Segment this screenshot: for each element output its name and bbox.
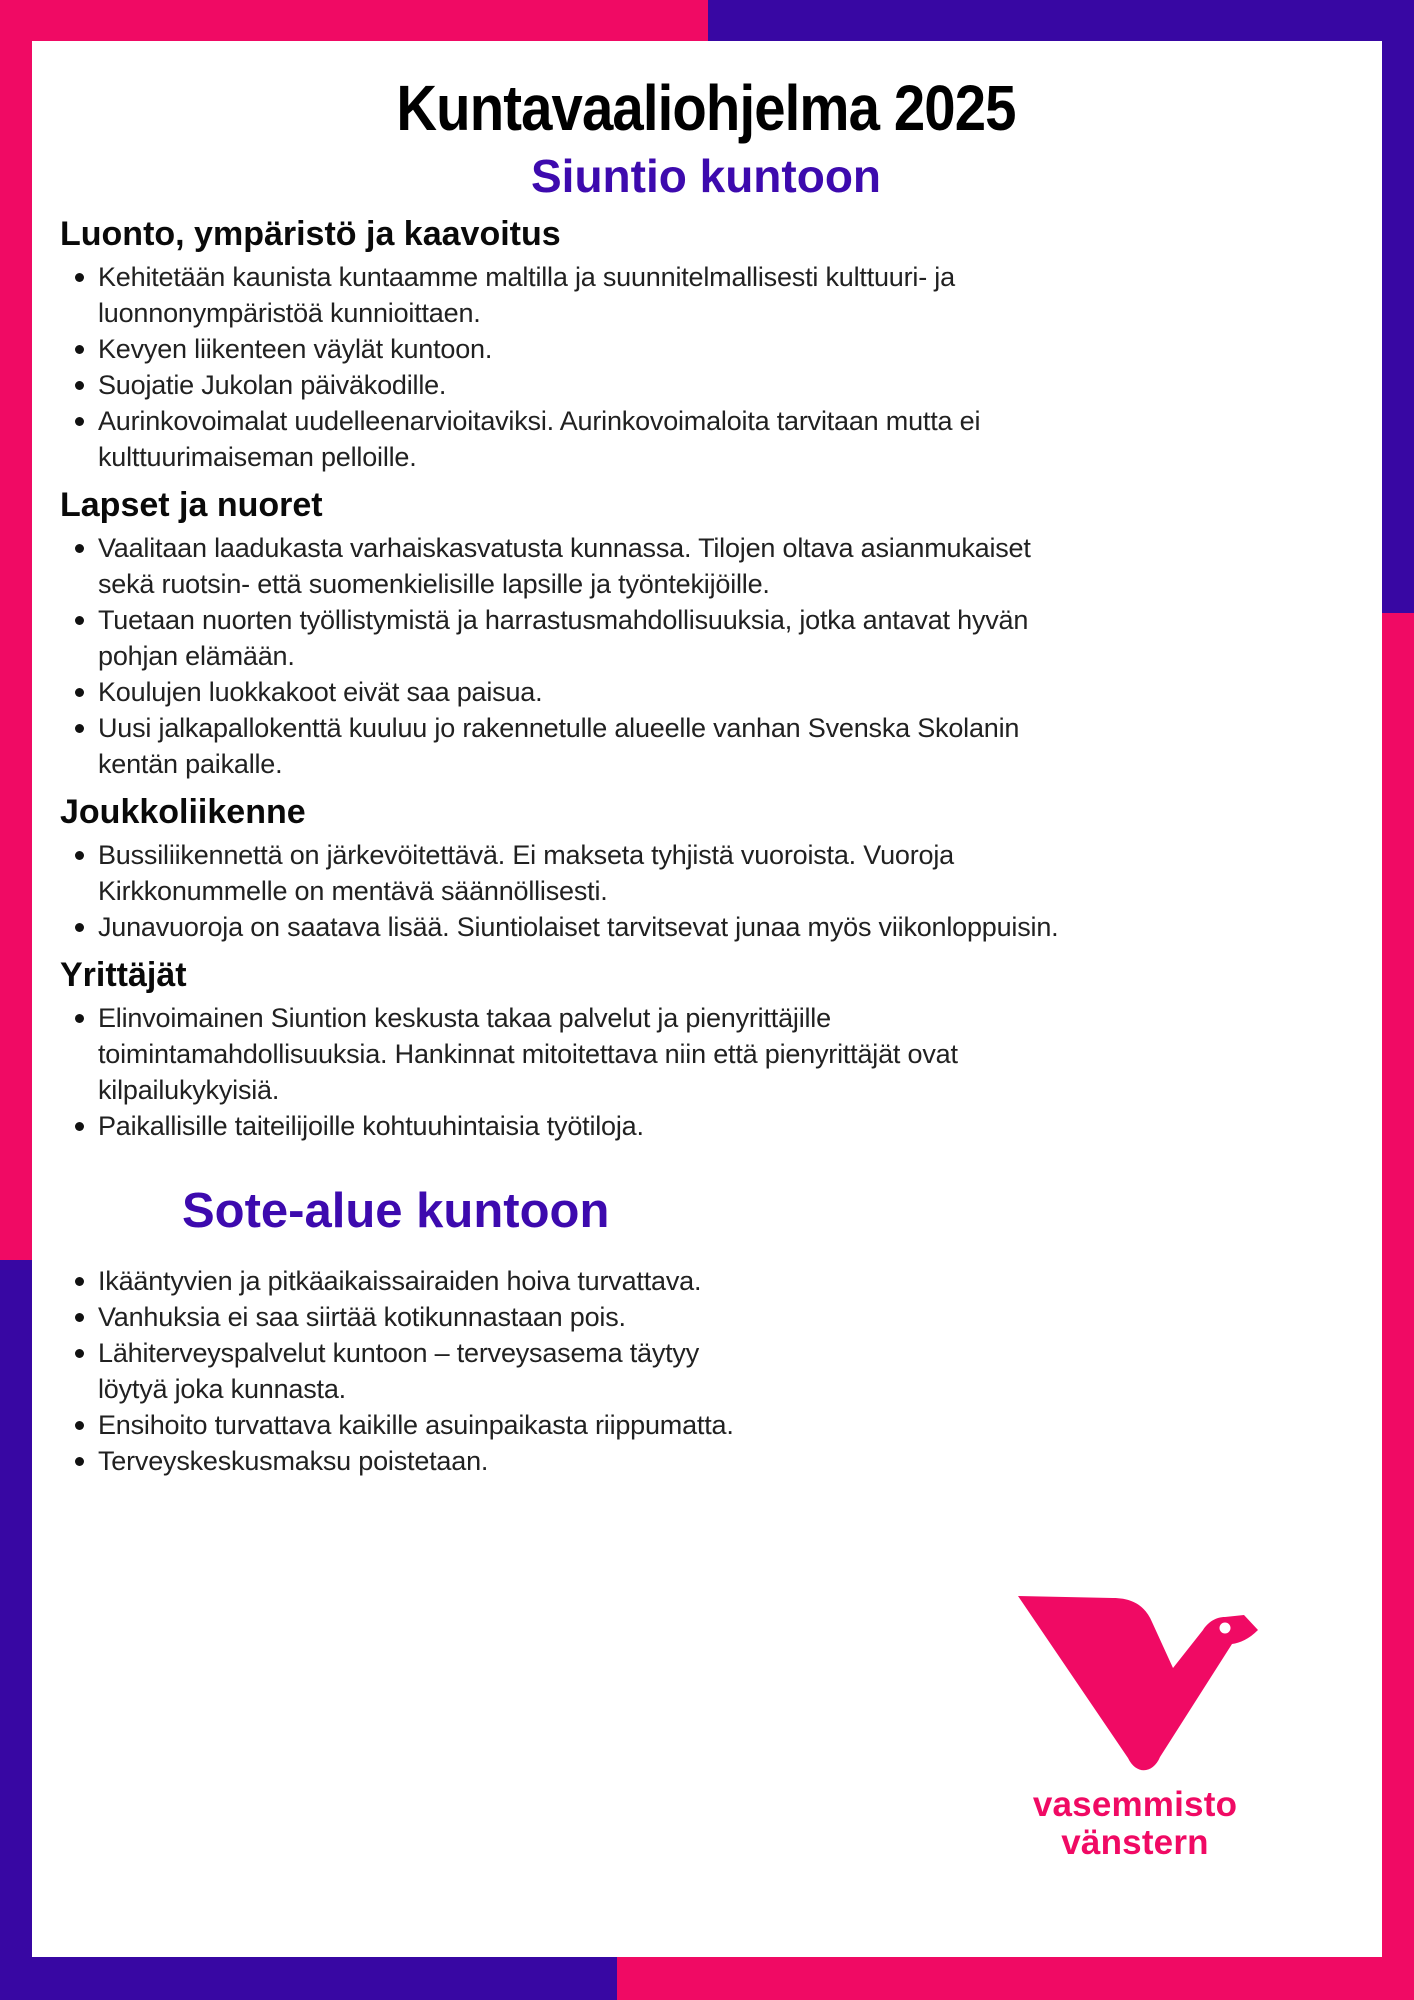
list-item: Suojatie Jukolan päiväkodille. — [60, 367, 1068, 403]
party-name-finnish: vasemmisto — [1032, 1785, 1238, 1824]
party-logo-text — [1005, 1786, 1265, 1862]
bullet-list — [60, 530, 1068, 782]
bullet-list — [60, 1263, 770, 1479]
bullet-list — [60, 259, 1068, 475]
sote-section-title: Sote-alue kuntoon — [182, 1183, 610, 1238]
list-item: Ensihoito turvattava kaikille asuinpaikasta riippumatta. — [60, 1407, 770, 1443]
section-joukkoliikenne — [60, 792, 1352, 945]
page-subtitle: Siuntio kuntoon — [530, 150, 882, 203]
frame-border-right — [1382, 0, 1414, 2000]
list-item: Lähiterveyspalvelut kuntoon – terveysasema täytyy löytyä joka kunnasta. — [60, 1335, 770, 1407]
bullet-list — [60, 837, 1068, 945]
list-item: Aurinkovoimalat uudelleenarvioitaviksi. Aurinkovoimaloita tarvitaan mutta ei kulttuurimaiseman pelloille. — [60, 403, 1068, 475]
left-alliance-bird-icon — [1005, 1592, 1265, 1782]
list-item: Vaalitaan laadukasta varhaiskasvatusta kunnassa. Tilojen oltava asianmukaiset sekä ruotsin- että suomenkielisille lapsille ja työntekijöille. — [60, 530, 1068, 602]
section-heading: Joukkoliikenne — [60, 793, 306, 832]
frame-border-left — [0, 0, 32, 2000]
list-item: Vanhuksia ei saa siirtää kotikunnastaan pois. — [60, 1299, 770, 1335]
frame-border-top — [0, 0, 1414, 41]
section-heading: Yrittäjät — [60, 955, 187, 994]
section-heading: Luonto, ympäristö ja kaavoitus — [60, 215, 561, 254]
list-item: Terveyskeskusmaksu poistetaan. — [60, 1443, 770, 1479]
section-heading: Lapset ja nuoret — [60, 486, 323, 525]
list-item: Paikallisille taiteilijoille kohtuuhintaisia työtiloja. — [60, 1108, 1068, 1144]
section-luonto — [60, 214, 1352, 475]
list-item: Junavuoroja on saatava lisää. Siuntiolaiset tarvitsevat junaa myös viikonloppuisin. — [60, 909, 1068, 945]
page-title: Kuntavaaliohjelma 2025 — [396, 72, 1016, 144]
party-logo — [1005, 1592, 1265, 1862]
section-sote — [60, 1183, 1352, 1479]
section-yrittajat — [60, 955, 1352, 1144]
list-item: Kehitetään kaunista kuntaamme maltilla ja suunnitelmallisesti kulttuuri- ja luonnonympäristöä kunnioittaen. — [60, 259, 1068, 331]
list-item: Ikääntyvien ja pitkäaikaissairaiden hoiva turvattava. — [60, 1263, 770, 1299]
party-name-swedish: vänstern — [1061, 1823, 1209, 1862]
list-item: Tuetaan nuorten työllistymistä ja harrastusmahdollisuuksia, jotka antavat hyvän pohjan elämään. — [60, 602, 1068, 674]
list-item: Bussiliikennettä on järkevöitettävä. Ei makseta tyhjistä vuoroista. Vuoroja Kirkkonummelle on mentävä säännöllisesti. — [60, 837, 1068, 909]
list-item: Kevyen liikenteen väylät kuntoon. — [60, 331, 1068, 367]
frame-border-bottom — [0, 1957, 1414, 2000]
bullet-list — [60, 1000, 1068, 1144]
list-item: Koulujen luokkakoot eivät saa paisua. — [60, 674, 1068, 710]
list-item: Uusi jalkapallokenttä kuuluu jo rakennetulle alueelle vanhan Svenska Skolanin kentän paikalle. — [60, 710, 1068, 782]
section-lapset — [60, 485, 1352, 782]
list-item: Elinvoimainen Siuntion keskusta takaa palvelut ja pienyrittäjille toimintamahdollisuuksia. Hankinnat mitoitettava niin että pienyrittäjät ovat kilpailukykyisiä. — [60, 1000, 1068, 1108]
